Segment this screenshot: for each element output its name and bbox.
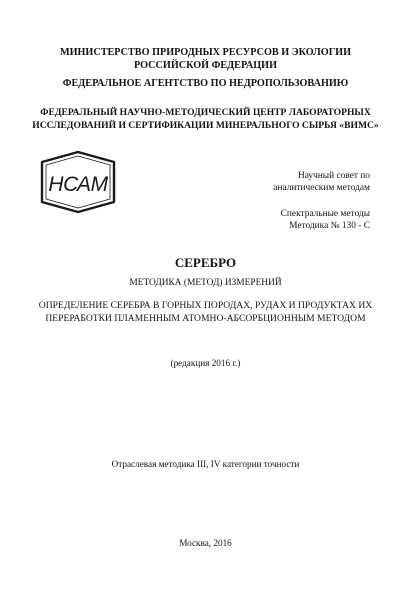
method-type-text: МЕТОДИКА (МЕТОД) ИЗМЕРЕНИЙ [129, 278, 282, 288]
definition-line-2: ПЕРЕРАБОТКИ ПЛАМЕННЫМ АТОМНО-АБСОРБЦИОННЫМ МЕТОДОМ [45, 312, 366, 324]
research-center-heading [0, 107, 411, 132]
agency-heading [0, 77, 411, 90]
method-number: Методика № 130 - С [289, 221, 370, 231]
definition-heading [0, 300, 411, 325]
edition-text: (редакция 2016 г.) [170, 358, 241, 368]
council-line-2: аналитическим методам [273, 183, 370, 193]
method-type-heading [0, 277, 411, 289]
ministry-heading [0, 46, 411, 72]
center-line-2: ИССЛЕДОВАНИЙ И СЕРТИФИКАЦИИ МИНЕРАЛЬНОГО СЫРЬЯ «ВИМС» [32, 119, 379, 131]
title-text: СЕРЕБРО [174, 255, 237, 270]
ministry-line-1: МИНИСТЕРСТВО ПРИРОДНЫХ РЕСУРСОВ И ЭКОЛОГИИ [59, 47, 352, 58]
council-label [230, 170, 370, 194]
definition-line-1: ОПРЕДЕЛЕНИЕ СЕРЕБРА В ГОРНЫХ ПОРОДАХ, РУДАХ И ПРОДУКТАХ ИХ [38, 300, 373, 311]
industry-method-note [0, 458, 411, 470]
method-class-line-1: Спектральные методы [280, 209, 370, 219]
industry-method-text: Отраслевая методика III, IV категории точности [111, 459, 300, 469]
ministry-line-2: РОССИЙСКОЙ ФЕДЕРАЦИИ [133, 60, 278, 71]
document-title [0, 255, 411, 271]
city-year-text: Москва, 2016 [179, 538, 232, 548]
nsam-logo-icon [38, 150, 118, 214]
city-year [0, 537, 411, 549]
council-line-1: Научный совет по [297, 171, 370, 181]
method-class-label [230, 208, 370, 232]
agency-line: ФЕДЕРАЛЬНОЕ АГЕНТСТВО ПО НЕДРОПОЛЬЗОВАНИЮ [62, 78, 349, 89]
logo-text: НСАМ [48, 173, 108, 196]
center-line-1: ФЕДЕРАЛЬНЫЙ НАУЧНО-МЕТОДИЧЕСКИЙ ЦЕНТР ЛАБОРАТОРНЫХ [40, 107, 371, 118]
edition-note [0, 357, 411, 369]
